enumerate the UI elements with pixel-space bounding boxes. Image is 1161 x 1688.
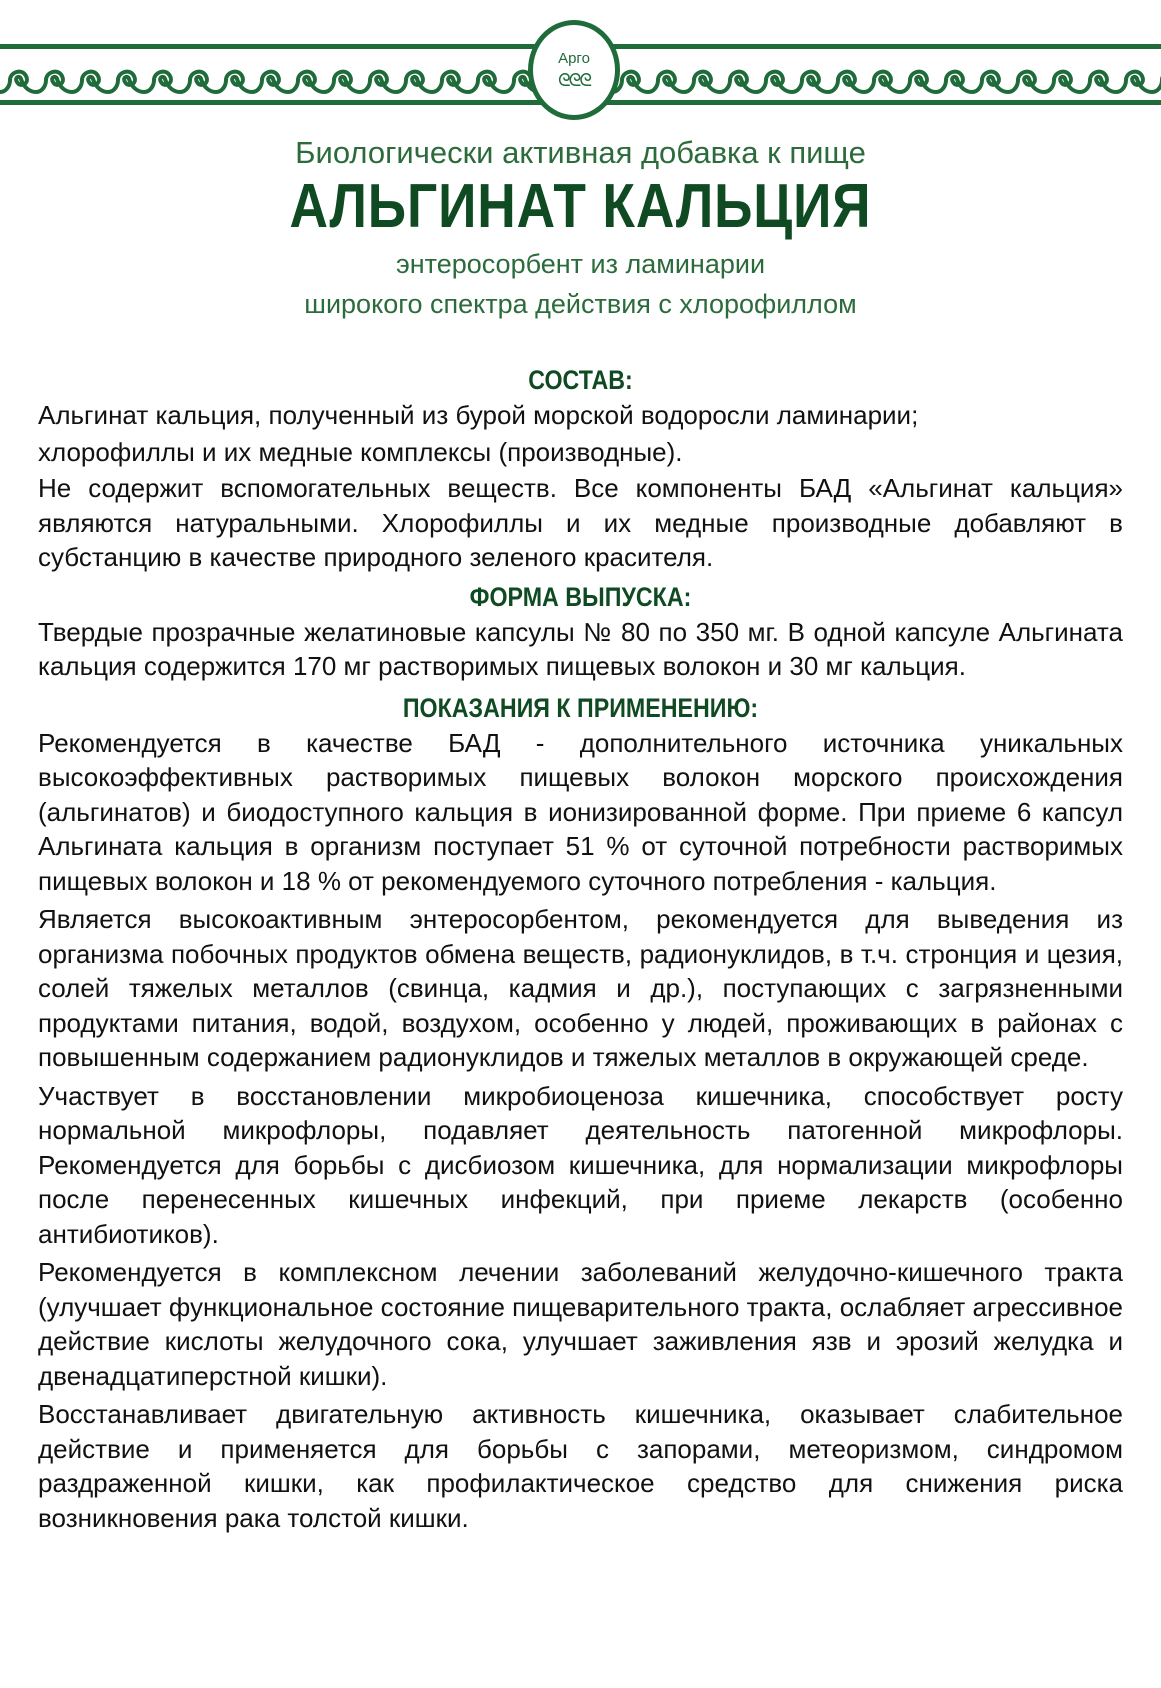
indications-paragraph-5: Восстанавливает двигательную активность кишечника, оказывает слабительное действие и применяется для борьбы с запорами, метеоризмом, синдромом раздраженной кишки, как профилактическое средство для снижения риска возникновения рака толстой кишки.: [38, 1399, 1123, 1533]
product-tagline-1: энтеросорбент из ламинарии: [395, 249, 766, 279]
product-category: Биологически активная добавка к пище: [295, 135, 866, 170]
product-header: [0, 134, 1161, 324]
form-paragraph: Твердые прозрачные желатиновые капсулы № 80 по 350 мг. В одной капсуле Альгината кальция содержится 170 мг растворимых пищевых волокон и 30 мг кальция.: [38, 616, 1123, 681]
indications-heading: ПОКАЗАНИЯ К ПРИМЕНЕНИЮ:: [402, 692, 759, 723]
waves-icon: ᘓᘓᘓ: [557, 69, 591, 91]
logo-text: Арго: [558, 49, 590, 67]
composition-line-2: хлорофиллы и их медные комплексы (производные).: [38, 436, 683, 467]
indications-paragraph-3: Участвует в восстановлении микробиоценоза кишечника, способствует росту нормальной микрофлоры, подавляет деятельность патогенной микрофлоры. Рекомендуется для борьбы с дисбиозом кишечника, для нормализации микрофлоры после перенесенных кишечных инфекций, при приеме лекарств (особенно антибиотиков).: [38, 1080, 1123, 1249]
composition-line-1: Альгинат кальция, полученный из бурой морской водоросли ламинарии;: [38, 400, 919, 430]
brand-logo: [528, 20, 620, 120]
product-title: АЛЬГИНАТ КАЛЬЦИЯ: [289, 172, 872, 241]
composition-paragraph: Не содержит вспомогательных веществ. Все компоненты БАД «Альгинат кальция» являются натуральными. Хлорофиллы и их медные производные добавляют в субстанцию в качестве природного зеленого красителя.: [38, 473, 1123, 572]
leaflet-body: [38, 362, 1123, 1539]
indications-paragraph-4: Рекомендуется в комплексном лечении заболеваний желудочно-кишечного тракта (улучшает функциональное состояние пищеварительного тракта, ослабляет агрессивное действие кислоты желудочного сока, улучшает заживления язв и эрозий желудка и двенадцатиперстной кишки).: [38, 1257, 1123, 1391]
composition-heading: СОСТАВ:: [528, 365, 633, 395]
indications-paragraph-1: Рекомендуется в качестве БАД - дополнительного источника уникальных высокоэффективных растворимых пищевых волокон морского происхождения (альгинатов) и биодоступного кальция в ионизированной форме. При приеме 6 капсул Альгината кальция в организм поступает 51 % от суточной потребности растворимых пищевых волокон и 18 % от рекомендуемого суточного потребления - кальция.: [38, 727, 1123, 896]
form-heading: ФОРМА ВЫПУСКА:: [469, 581, 692, 612]
product-tagline-2: широкого спектра действия с хлорофиллом: [304, 289, 857, 319]
indications-paragraph-2: Является высокоактивным энтеросорбентом, рекомендуется для выведения из организма побочных продуктов обмена веществ, радионуклидов, в т.ч. стронция и цезия, солей тяжелых металлов (свинца, кадмия и др.), поступающих с загрязненными продуктами питания, водой, воздухом, особенно у людей, проживающих в районах с повышенным содержанием радионуклидов и тяжелых металлов в окружающей среде.: [38, 904, 1123, 1072]
